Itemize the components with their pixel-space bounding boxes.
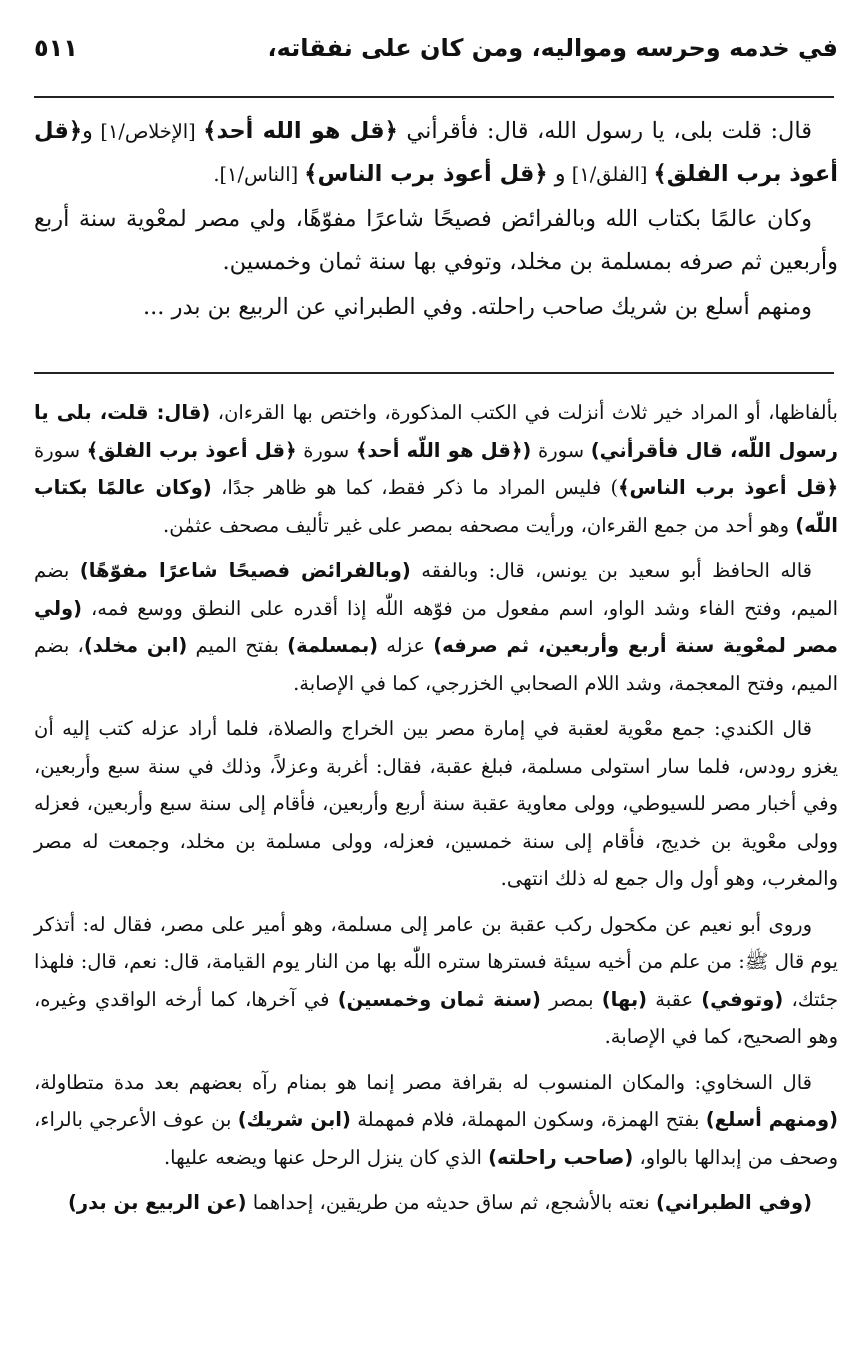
- text-run: وروى أبو نعيم عن مكحول ركب عقبة بن عامر إلى مسلمة، وهو أمير على مصر، فقال له: أتذكر يوم قال ﷺ: من علم من أخيه سيئة فسترها ستره اللّٰه بها من النار يوم القيامة، قال: نعم، قال: فلهذا جئتك،: [34, 912, 838, 1011]
- quoted-text: (قال: قلت، بلى يا رسول اللّه، قال فأقرأني): [34, 401, 839, 462]
- quoted-text: (بها): [601, 987, 648, 1011]
- quoted-text: (ومنهم أسلع): [705, 1108, 838, 1131]
- main-text: [34, 110, 838, 329]
- page-number: ٥١١: [34, 34, 78, 62]
- text-run: بفتح الهمزة، وسكون المهملة، فلام فمهملة: [350, 1108, 706, 1131]
- text-run: نعته بالأشجع، ثم ساق حديثه من طريقين، إحداهما: [246, 1191, 656, 1214]
- commentary-divider: [34, 372, 834, 374]
- quoted-text: (وتوفي): [701, 987, 784, 1011]
- quoted-text: ﴿قل أعوذ برب الفلق﴾: [86, 438, 297, 462]
- main-text-paragraph: ومنهم أسلع بن شريك صاحب راحلته. وفي الطبراني عن الربيع بن بدر ...: [142, 294, 812, 320]
- text-run: بضم الميم، وفتح الفاء وشد الواو، اسم مفعول من فوّهه اللّٰه إذا أقدره على النطق ووسع فمه،: [34, 559, 838, 620]
- quoted-text: (ابن مخلد): [83, 634, 188, 657]
- main-text-paragraph: [34, 110, 838, 196]
- commentary-paragraph: [34, 906, 838, 1056]
- quran-verse: ﴿قل أعوذ برب الناس﴾: [304, 161, 548, 187]
- quoted-text: (سنة ثمان وخمسين): [337, 987, 541, 1011]
- text-run: قال: قلت بلى، يا رسول الله، قال: فأقرأني: [397, 118, 812, 144]
- text-run: قال السخاوي: والمكان المنسوب له بقرافة مصر إنما هو بمنام رآه بعضهم بعد مدة متطاولة،: [34, 1070, 812, 1094]
- text-run: ، بضم الميم، وفتح المعجمة، وشد اللام الصحابي الخزرجي، كما في الإصابة.: [34, 634, 838, 695]
- quran-verse: ﴿قل أعوذ برب الفلق﴾: [34, 118, 838, 187]
- quoted-text: (﴿قل هو اللّه أحد﴾: [355, 438, 532, 462]
- quran-verse: ﴿قل هو الله أحد﴾: [203, 118, 398, 144]
- verse-reference: [الناس/١].: [213, 163, 305, 186]
- text-run: سورة: [531, 438, 591, 462]
- text-run: وهو أحد من جمع القرءان، ورأيت مصحفه بمصر على غير تأليف مصحف عثمٰن.: [163, 513, 796, 537]
- quoted-text: (وكان عالمًا بكتاب اللّه): [34, 476, 838, 537]
- quoted-text: ﴿قل أعوذ برب الناس﴾: [618, 476, 838, 499]
- quoted-text: (ابن شريك): [237, 1108, 351, 1131]
- quoted-text: (ولي مصر لمعْوية سنة أربع وأربعين، ثم صرفه): [34, 596, 839, 657]
- text-run: و: [82, 118, 93, 144]
- text-run: قاله الحافظ أبو سعيد بن يونس، قال: وبالفقه: [410, 559, 812, 582]
- commentary-paragraph: [34, 394, 838, 544]
- quoted-text: (عن الربيع بن بدر): [68, 1191, 247, 1214]
- text-run: عقبة: [647, 987, 702, 1011]
- main-text-paragraph: وكان عالمًا بكتاب الله وبالفرائض فصيحًا شاعرًا مفوّهًا، ولي مصر لمعْوية سنة أربع وأربعين ثم صرفه بمسلمة بن مخلد، وتوفي بها سنة ثمان وخمسين.: [34, 206, 838, 275]
- text-run: بفتح الميم: [187, 634, 288, 657]
- quoted-text: (بمسلمة): [287, 634, 379, 657]
- verse-reference: [الفلق/١]: [565, 163, 654, 186]
- text-run: سورة: [296, 438, 356, 462]
- running-header: [34, 26, 838, 70]
- text-run: عزله: [378, 634, 434, 657]
- commentary: [34, 394, 838, 1222]
- running-title: في خدمه وحرسه ومواليه، ومن كان على نفقاته،: [267, 34, 838, 62]
- text-run: الذي كان ينزل الرحل عنها ويضعه عليها.: [163, 1145, 489, 1169]
- header-divider: [34, 96, 834, 98]
- commentary-paragraph: قال الكندي: جمع معْوية لعقبة في إمارة مصر بين الخراج والصلاة، فلما أراد عزله كتب إليه أن يغزو رودس، فلما سار استولى مسلمة، فبلغ عقبة، فقال: أغربة وعزلاً، وذلك في سنة سبع وأربعين، وفي أخبار مصر للسيوطي، وولى معاوية عقبة سنة أربع وأربعين، فأقام إلى سنة سبع وأربعين، فعزله وولى معْوية بن خديج، فأقام إلى سنة خمسين، فعزله، وولى مسلمة بن مخلد، وجمعت له مصر والمغرب، وهو أول وال جمع له ذلك انتهى.: [34, 717, 838, 890]
- quoted-text: (وبالفرائض فصيحًا شاعرًا مفوّهًا): [79, 559, 411, 582]
- text-run: سورة: [34, 438, 87, 462]
- text-run: بمصر: [540, 987, 602, 1011]
- commentary-paragraph: [34, 1064, 838, 1177]
- text-run: في آخرها، كما أرخه الواقدي وغيره، وهو الصحيح، كما في الإصابة.: [34, 987, 838, 1048]
- text-run: و: [547, 161, 566, 187]
- text-run: بألفاظها، أو المراد خير ثلاث أنزلت في الكتب المذكورة، واختص بها القرءان،: [210, 401, 838, 424]
- verse-reference: [الإخلاص/١]: [92, 120, 204, 143]
- quoted-text: (وفي الطبراني): [655, 1191, 812, 1214]
- commentary-paragraph: [34, 1184, 838, 1222]
- commentary-paragraph: [34, 552, 838, 702]
- text-run: بن عوف الأعرجي بالراء، وصحف من إبدالها بالواو،: [34, 1108, 838, 1169]
- text-run: ) فليس المراد ما ذكر فقط، كما هو ظاهر جدًا،: [211, 476, 619, 499]
- quoted-text: (صاحب راحلته): [488, 1145, 634, 1169]
